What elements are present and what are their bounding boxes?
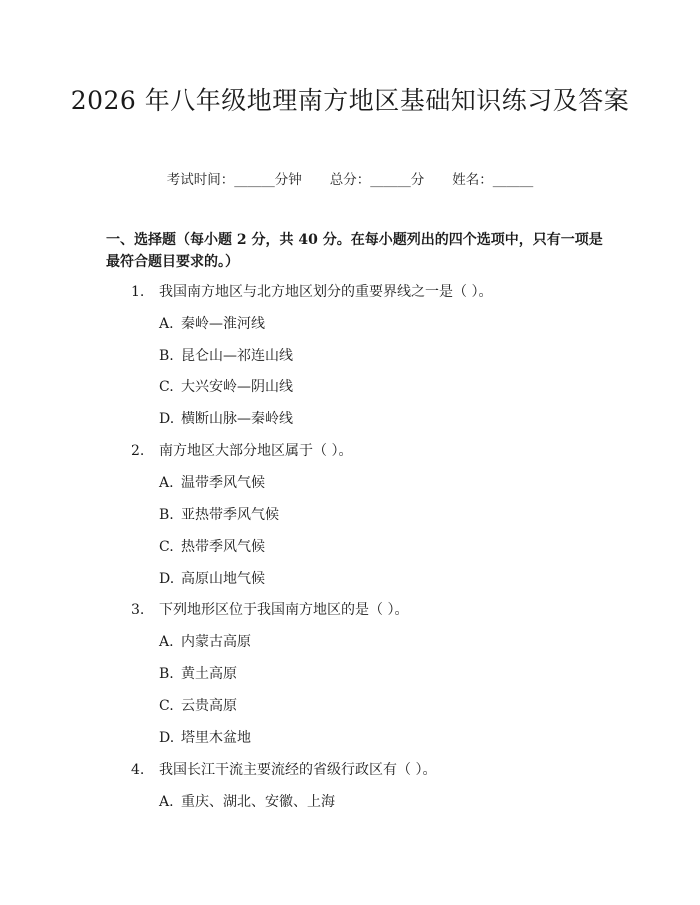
question-number: 3.: [131, 602, 145, 618]
option-letter: D.: [159, 730, 175, 746]
option-letter: B.: [159, 348, 174, 364]
option-text: 高原山地气候: [181, 571, 265, 587]
option-letter: A.: [159, 316, 174, 332]
option-text: 秦岭—淮河线: [181, 316, 265, 332]
question-number: 2.: [131, 443, 145, 459]
option-text: 黄土高原: [181, 666, 237, 682]
exam-time: 考试时间：______分钟: [166, 172, 302, 188]
option-text: 温带季风气候: [181, 475, 265, 491]
option-2c: [159, 537, 265, 557]
option-text: 亚热带季风气候: [181, 507, 279, 523]
option-2a: [159, 473, 265, 493]
option-text: 内蒙古高原: [181, 634, 251, 650]
question-text: 南方地区大部分地区属于（ ）。: [159, 443, 353, 459]
question-text: 我国长江干流主要流经的省级行政区有（ ）。: [159, 762, 437, 778]
option-letter: A.: [159, 634, 174, 650]
page-title: 2026 年八年级地理南方地区基础知识练习及答案: [70, 86, 630, 115]
exam-meta: [0, 168, 700, 188]
option-1c: [159, 377, 293, 397]
option-2d: [159, 569, 265, 589]
option-text: 热带季风气候: [181, 539, 265, 555]
question-3: [131, 600, 408, 620]
option-letter: A.: [159, 475, 174, 491]
option-text: 重庆、湖北、安徽、上海: [181, 794, 335, 810]
question-number: 4.: [131, 762, 145, 778]
question-1: [131, 282, 492, 302]
option-letter: D.: [159, 571, 175, 587]
option-1b: [159, 346, 293, 366]
option-letter: D.: [159, 411, 175, 427]
option-text: 昆仑山—祁连山线: [181, 348, 293, 364]
exam-name: 姓名：______: [452, 172, 534, 188]
option-3c: [159, 696, 237, 716]
option-4a: [159, 792, 335, 812]
option-3a: [159, 632, 251, 652]
option-text: 横断山脉—秦岭线: [181, 411, 293, 427]
option-text: 塔里木盆地: [181, 730, 251, 746]
option-3d: [159, 728, 251, 748]
question-2: [131, 441, 352, 461]
option-1a: [159, 314, 265, 334]
option-1d: [159, 409, 293, 429]
question-text: 下列地形区位于我国南方地区的是（ ）。: [159, 602, 409, 618]
option-letter: B.: [159, 666, 174, 682]
question-number: 1.: [131, 284, 145, 300]
option-text: 大兴安岭—阴山线: [181, 379, 293, 395]
exam-score: 总分：______分: [329, 172, 425, 188]
option-letter: B.: [159, 507, 174, 523]
question-4: [131, 760, 436, 780]
option-letter: A.: [159, 794, 174, 810]
option-letter: C.: [159, 379, 174, 395]
option-letter: C.: [159, 698, 174, 714]
option-text: 云贵高原: [181, 698, 237, 714]
section-heading: 一、选择题（每小题 2 分，共 40 分。在每小题列出的四个选项中，只有一项是最符合题目要求的。）: [106, 232, 603, 270]
question-text: 我国南方地区与北方地区划分的重要界线之一是（ ）。: [159, 284, 493, 300]
option-letter: C.: [159, 539, 174, 555]
option-2b: [159, 505, 279, 525]
option-3b: [159, 664, 237, 684]
